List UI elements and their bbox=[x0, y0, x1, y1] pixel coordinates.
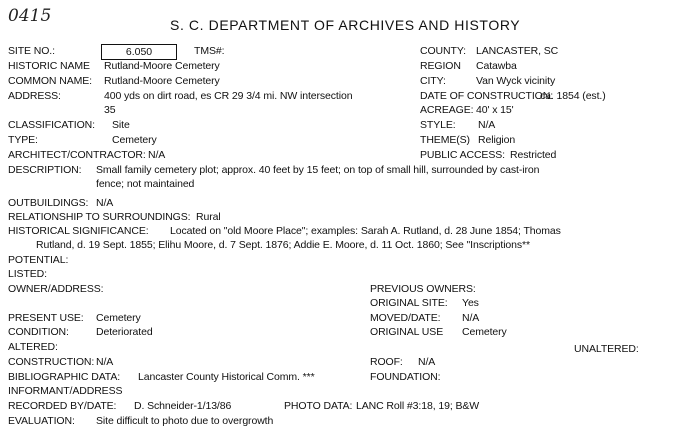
original-site-value: Yes bbox=[462, 297, 479, 309]
city-value: Van Wyck vicinity bbox=[476, 75, 556, 87]
moved-date-label: MOVED/DATE: bbox=[370, 312, 441, 324]
potential-label: POTENTIAL: bbox=[8, 254, 69, 266]
date-construction-value: ca. 1854 (est.) bbox=[540, 90, 606, 102]
architect-label: ARCHITECT/CONTRACTOR: bbox=[8, 149, 146, 161]
card-title: S. C. DEPARTMENT OF ARCHIVES AND HISTORY bbox=[170, 17, 521, 33]
owner-address-label: OWNER/ADDRESS: bbox=[8, 283, 104, 295]
common-name-label: COMMON NAME: bbox=[8, 75, 92, 87]
address-label: ADDRESS: bbox=[8, 90, 61, 102]
style-label: STYLE: bbox=[420, 119, 456, 131]
relationship-label: RELATIONSHIP TO SURROUNDINGS: bbox=[8, 211, 191, 223]
roof-value: N/A bbox=[418, 356, 436, 368]
historical-significance-line2: Rutland, d. 19 Sept. 1855; Elihu Moore, d. 7 Sept. 1876; Addie E. Moore, d. 11 Oct. 1860; See "Inscriptions** bbox=[36, 239, 531, 251]
classification-label: CLASSIFICATION: bbox=[8, 119, 95, 131]
roof-label: ROOF: bbox=[370, 356, 403, 368]
photo-data-value: LANC Roll #3:18, 19; B&W bbox=[356, 400, 480, 412]
architect-value: N/A bbox=[148, 149, 166, 161]
informant-label: INFORMANT/ADDRESS bbox=[8, 385, 123, 397]
address-value-line2: 35 bbox=[104, 104, 116, 116]
type-value: Cemetery bbox=[112, 134, 157, 146]
address-value-line1: 400 yds on dirt road, es CR 29 3/4 mi. NW intersection bbox=[104, 90, 353, 102]
region-value: Catawba bbox=[476, 60, 517, 72]
site-no-label: SITE NO.: bbox=[8, 45, 55, 57]
construction-value: N/A bbox=[96, 356, 114, 368]
classification-value: Site bbox=[112, 119, 130, 131]
tms-label: TMS#: bbox=[194, 45, 225, 57]
construction-label: CONSTRUCTION: bbox=[8, 356, 95, 368]
description-line1: Small family cemetery plot; approx. 40 feet by 15 feet; on top of small hill, surrounded by cast-iron bbox=[96, 164, 540, 176]
historic-name-label: HISTORIC NAME bbox=[8, 60, 90, 72]
theme-label: THEME(S) bbox=[420, 134, 470, 146]
relationship-value: Rural bbox=[196, 211, 221, 223]
historical-significance-line1: Located on "old Moore Place"; examples: Sarah A. Rutland, d. 28 June 1854; Thomas bbox=[170, 225, 561, 237]
public-access-value: Restricted bbox=[510, 149, 557, 161]
condition-label: CONDITION: bbox=[8, 326, 69, 338]
evaluation-value: Site difficult to photo due to overgrowth bbox=[96, 415, 274, 427]
original-use-label: ORIGINAL USE bbox=[370, 326, 444, 338]
style-value: N/A bbox=[478, 119, 496, 131]
acreage-value: 40' x 15' bbox=[476, 104, 514, 116]
listed-label: LISTED: bbox=[8, 268, 47, 280]
present-use-label: PRESENT USE: bbox=[8, 312, 84, 324]
county-value: LANCASTER, SC bbox=[476, 45, 559, 57]
foundation-label: FOUNDATION: bbox=[370, 371, 441, 383]
recorded-by-value: D. Schneider-1/13/86 bbox=[134, 400, 232, 412]
moved-date-value: N/A bbox=[462, 312, 480, 324]
description-label: DESCRIPTION: bbox=[8, 164, 82, 176]
unaltered-label: UNALTERED: bbox=[574, 343, 639, 355]
recorded-by-label: RECORDED BY/DATE: bbox=[8, 400, 117, 412]
bibliographic-label: BIBLIOGRAPHIC DATA: bbox=[8, 371, 121, 383]
altered-label: ALTERED: bbox=[8, 341, 58, 353]
present-use-value: Cemetery bbox=[96, 312, 141, 324]
original-use-value: Cemetery bbox=[462, 326, 507, 338]
outbuildings-value: N/A bbox=[96, 197, 114, 209]
previous-owners-label: PREVIOUS OWNERS: bbox=[370, 283, 476, 295]
description-line2: fence; not maintained bbox=[96, 178, 195, 190]
county-label: COUNTY: bbox=[420, 45, 466, 57]
acreage-label: ACREAGE: bbox=[420, 104, 474, 116]
type-label: TYPE: bbox=[8, 134, 38, 146]
region-label: REGION bbox=[420, 60, 461, 72]
condition-value: Deteriorated bbox=[96, 326, 153, 338]
city-label: CITY: bbox=[420, 75, 446, 87]
theme-value: Religion bbox=[478, 134, 516, 146]
site-no-value: 6.050 bbox=[101, 44, 177, 60]
historic-name-value: Rutland-Moore Cemetery bbox=[104, 60, 220, 72]
handwritten-card-number: 0415 bbox=[8, 6, 52, 26]
common-name-value: Rutland-Moore Cemetery bbox=[104, 75, 220, 87]
outbuildings-label: OUTBUILDINGS: bbox=[8, 197, 89, 209]
photo-data-label: PHOTO DATA: bbox=[284, 400, 353, 412]
bibliographic-value: Lancaster County Historical Comm. *** bbox=[138, 371, 315, 383]
evaluation-label: EVALUATION: bbox=[8, 415, 75, 427]
public-access-label: PUBLIC ACCESS: bbox=[420, 149, 505, 161]
date-construction-label: DATE OF CONSTRUCTION: bbox=[420, 90, 554, 102]
original-site-label: ORIGINAL SITE: bbox=[370, 297, 448, 309]
historical-significance-label: HISTORICAL SIGNIFICANCE: bbox=[8, 225, 149, 237]
